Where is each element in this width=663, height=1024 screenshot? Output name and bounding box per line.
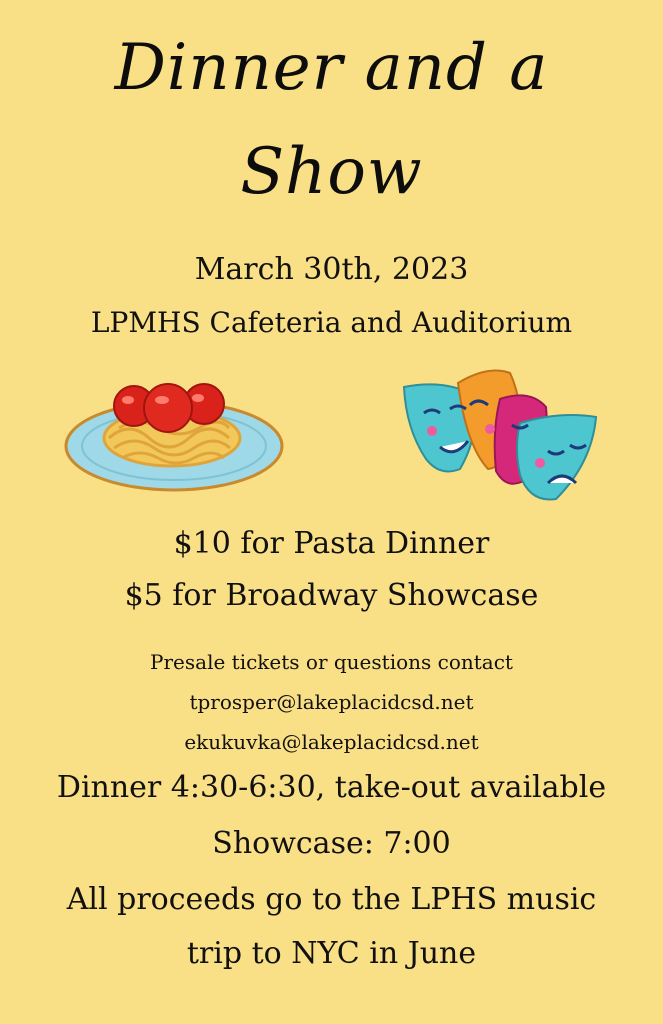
showcase-price: $5 for Broadway Showcase (124, 578, 539, 613)
dinner-time: Dinner 4:30-6:30, take-out available (56, 770, 607, 805)
theater-masks-icon (400, 365, 600, 505)
spaghetti-plate-icon (64, 368, 286, 498)
showcase-time: Showcase: 7:00 (212, 826, 451, 861)
event-date: March 30th, 2023 (194, 252, 469, 287)
contact-label: Presale tickets or questions contact (150, 650, 513, 674)
title-line-2: Show (240, 135, 423, 209)
title-line-1: Dinner and a (114, 31, 549, 105)
contact-email-1: tprosper@lakeplacidcsd.net (189, 690, 474, 714)
contact-email-2: ekukuvka@lakeplacidcsd.net (184, 730, 479, 754)
proceeds-line-1: All proceeds go to the LPHS music (66, 882, 597, 917)
pasta-dinner-price: $10 for Pasta Dinner (173, 526, 490, 561)
event-venue: LPMHS Cafeteria and Auditorium (90, 306, 573, 339)
proceeds-line-2: trip to NYC in June (186, 936, 477, 971)
